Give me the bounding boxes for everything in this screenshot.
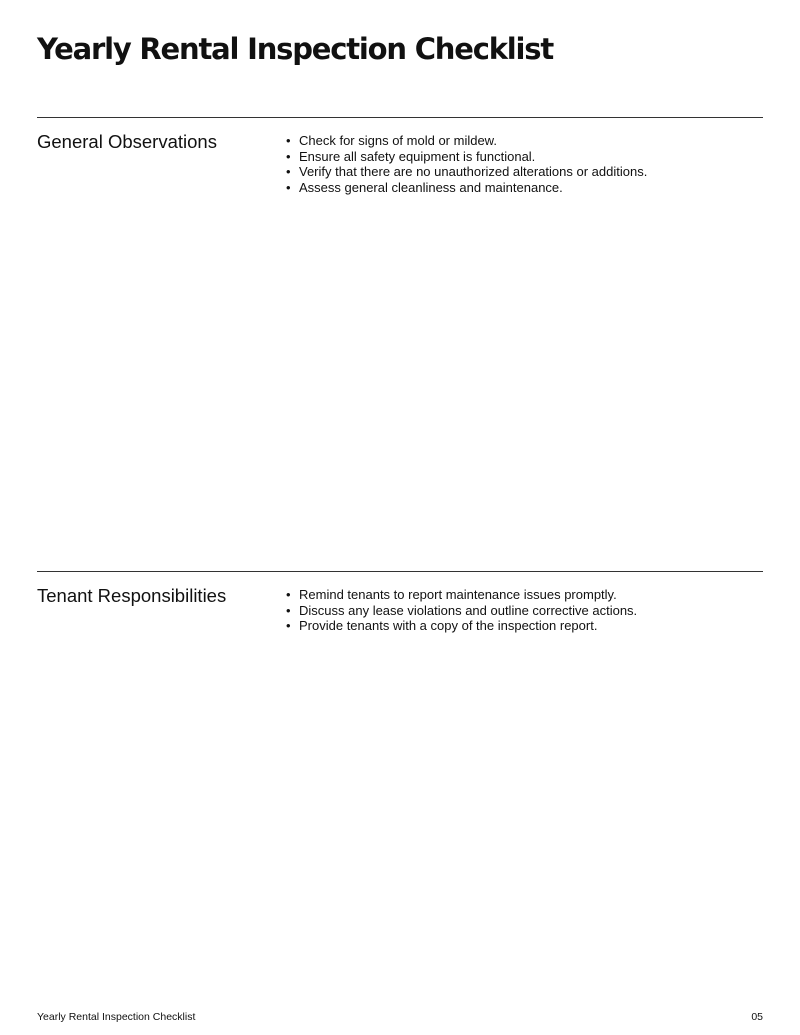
list-item-text: Ensure all safety equipment is functional. [299,148,536,164]
section-heading: Tenant Responsibilities [37,585,227,606]
footer-title: Yearly Rental Inspection Checklist [37,1011,196,1023]
list-item [286,587,637,603]
bullet-icon: • [286,180,291,196]
list-item [286,164,647,180]
section-tenant-responsibilities [37,571,763,634]
list-item-text: Check for signs of mold or mildew. [299,133,497,148]
checklist [286,133,647,196]
page-title: Yearly Rental Inspection Checklist [37,32,553,66]
bullet-icon: • [286,602,291,618]
bullet-icon: • [286,164,291,180]
list-item-text: Verify that there are no unauthorized alterations or additions. [299,164,648,180]
list-item [286,618,637,634]
list-item-text: Remind tenants to report maintenance issues promptly. [299,587,617,602]
checklist [286,587,637,634]
bullet-icon: • [286,148,291,164]
bullet-icon: • [286,618,291,634]
list-item [286,603,637,619]
list-item-text: Assess general cleanliness and maintenance. [299,180,563,196]
list-item [286,133,647,149]
bullet-icon: • [286,587,291,602]
list-item [286,180,647,196]
section-general-observations [37,117,763,196]
section-heading: General Observations [37,131,217,152]
list-item-text: Discuss any lease violations and outline corrective actions. [299,602,638,618]
list-item-text: Provide tenants with a copy of the inspection report. [299,618,598,634]
bullet-icon: • [286,133,291,148]
page-number: 05 [751,1011,763,1023]
list-item [286,149,647,165]
